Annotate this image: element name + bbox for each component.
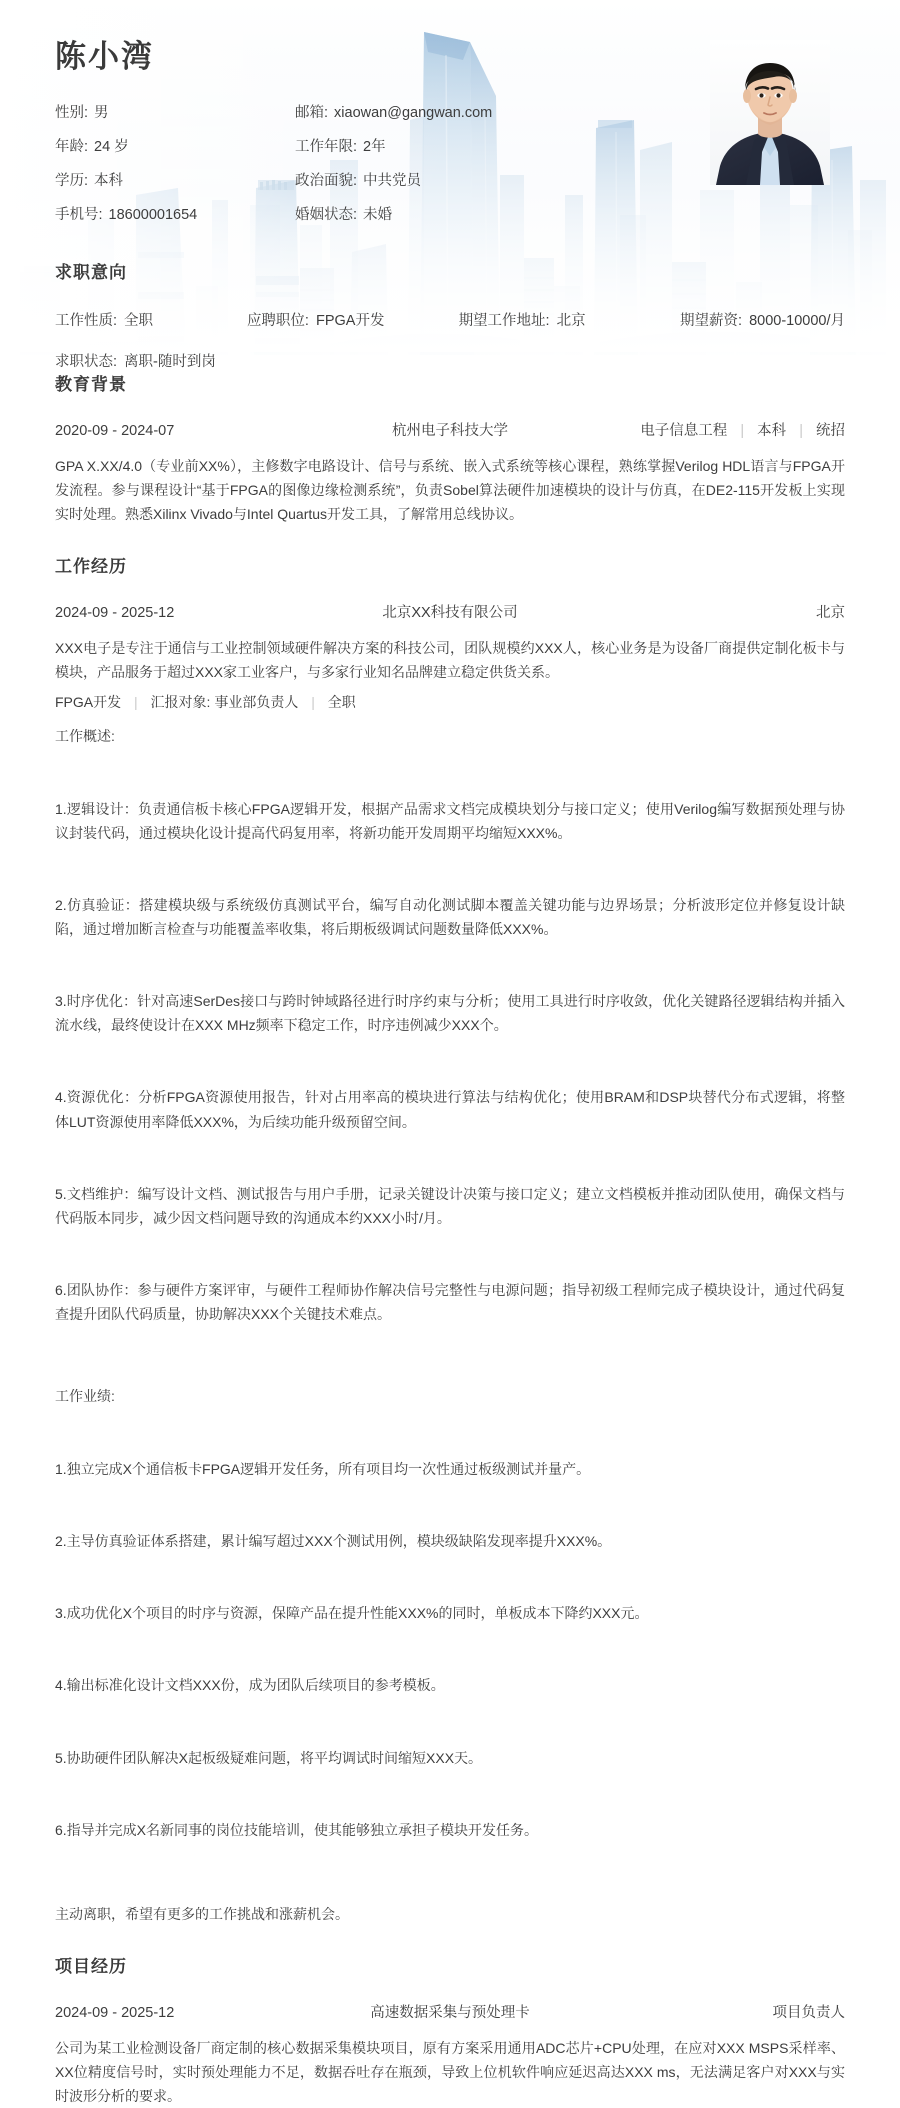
education-description: GPA X.XX/4.0（专业前XX%），主修数字电路设计、信号与系统、嵌入式系统等核心课程，熟练掌握Verilog HDL语言与FPGA开发流程。参与课程设计“基于FPGA的图像边缘检测系统”，负责Sobel算法硬件加速模块的设计与仿真，在DE2-115开发板上实现实时处理。熟悉Xilinx Vivado与Intel Quartus开发工具，了解常用总线协议。 bbox=[55, 458, 845, 523]
section-project-experience bbox=[55, 1952, 845, 2108]
separator-icon: | bbox=[134, 694, 138, 711]
work-overview-item: 4.资源优化：分析FPGA资源使用报告，针对占用率高的模块进行算法与结构优化；使用BRAM和DSP块替代分布式逻辑，将整体LUT资源使用率降低XXX%，为后续功能升级预留空间。 bbox=[55, 1089, 845, 1130]
education-entry-header bbox=[55, 419, 845, 440]
info-education-label: 学历: bbox=[55, 173, 89, 190]
work-overview-item: 2.仿真验证：搭建模块级与系统级仿真测试平台，编写自动化测试脚本覆盖关键功能与边界场景；分析波形定位并修复设计缺陷，通过增加断言检查与功能覆盖率收集，将后期板级调试问题数量降低XXX%。 bbox=[55, 896, 845, 937]
info-email-label: 邮箱: bbox=[295, 105, 329, 122]
info-marital-value: 未婚 bbox=[363, 207, 393, 224]
info-education-level bbox=[55, 169, 295, 190]
work-company: 北京XX科技有限公司 bbox=[382, 605, 518, 622]
work-achievement-item: 4.输出标准化设计文档XXX份，成为团队后续项目的参考模板。 bbox=[55, 1677, 445, 1694]
info-marital-label: 婚姻状态: bbox=[295, 207, 358, 224]
section-education bbox=[55, 370, 845, 526]
intent-status-label: 求职状态: bbox=[55, 354, 118, 371]
resume-body bbox=[0, 370, 900, 2108]
education-date: 2020-09 - 2024-07 bbox=[55, 423, 175, 439]
project-role: 项目负责人 bbox=[772, 2005, 845, 2022]
info-email-value: xiaowan@gangwan.com bbox=[334, 105, 493, 122]
info-marital-status bbox=[295, 203, 845, 224]
intent-status bbox=[55, 350, 250, 371]
job-intent-fields bbox=[55, 309, 845, 371]
info-experience-value: 2年 bbox=[363, 139, 386, 156]
section-title-education: 教育背景 bbox=[55, 375, 127, 394]
intent-position-value: FPGA开发 bbox=[315, 313, 385, 330]
work-leave-reason: 主动离职，希望有更多的工作挑战和涨薪机会。 bbox=[55, 1905, 349, 1922]
intent-status-value: 离职-随时到岗 bbox=[124, 354, 216, 371]
info-political-label: 政治面貌: bbox=[295, 173, 358, 190]
work-overview-item: 5.文档维护：编写设计文档、测试报告与用户手册，记录关键设计决策与接口定义；建立文档模板并推动团队使用，确保文档与代码版本同步，减少因文档问题导致的沟通成本约XXX小时/月。 bbox=[55, 1185, 845, 1226]
intent-job-nature-label: 工作性质: bbox=[55, 313, 118, 330]
work-location: 北京 bbox=[816, 605, 845, 622]
info-gender-label: 性别: bbox=[55, 105, 89, 122]
education-school: 杭州电子科技大学 bbox=[392, 423, 508, 439]
intent-location-value: 北京 bbox=[556, 313, 586, 330]
work-achievement-label: 工作业绩: bbox=[55, 1388, 115, 1405]
separator-icon: | bbox=[311, 694, 315, 711]
intent-position-label: 应聘职位: bbox=[246, 313, 309, 330]
education-degree: 本科 bbox=[757, 423, 787, 439]
info-gender-value: 男 bbox=[94, 105, 109, 122]
section-title-work: 工作经历 bbox=[55, 557, 127, 577]
work-date: 2024-09 - 2025-12 bbox=[55, 605, 175, 622]
intent-job-nature-value: 全职 bbox=[124, 313, 154, 330]
work-achievement-item: 3.成功优化X个项目的时序与资源，保障产品在提升性能XXX%的同时，单板成本下降约XXX元。 bbox=[55, 1605, 649, 1622]
info-experience-label: 工作年限: bbox=[295, 139, 358, 156]
separator-icon: | bbox=[799, 423, 803, 439]
work-overview-label: 工作概述: bbox=[55, 728, 115, 745]
project-description: 公司为某工业检测设备厂商定制的核心数据采集模块项目，原有方案采用通用ADC芯片+CPU处理，在应对XXX MSPS采样率、XX位精度信号时，实时预处理能力不足，数据吞吐存在瓶颈，导致上位机软件响应延迟高达XXX ms，无法满足客户对XXX与实时波形分析的要求。 bbox=[55, 2040, 845, 2105]
work-job-type: 全职 bbox=[327, 694, 356, 711]
work-entry-header bbox=[55, 601, 845, 622]
work-position: FPGA开发 bbox=[55, 694, 122, 711]
info-gender bbox=[55, 101, 295, 122]
page-title: 陈小湾 bbox=[55, 39, 154, 74]
intent-position bbox=[247, 309, 459, 330]
education-major: 电子信息工程 bbox=[640, 423, 728, 439]
job-intent-row-1 bbox=[55, 309, 845, 330]
section-title-project: 项目经历 bbox=[55, 1957, 127, 1977]
info-age bbox=[55, 135, 295, 156]
work-achievement-item: 5.协助硬件团队解决X起板级疑难问题，将平均调试时间缩短XXX天。 bbox=[55, 1749, 483, 1766]
profile-photo bbox=[710, 40, 830, 185]
work-report-to: 汇报对象: 事业部负责人 bbox=[150, 694, 299, 711]
info-age-value: 24 岁 bbox=[94, 139, 129, 156]
intent-location-label: 期望工作地址: bbox=[458, 313, 550, 330]
info-education-value: 本科 bbox=[94, 173, 124, 190]
section-title-job-intent: 求职意向 bbox=[55, 263, 127, 283]
work-company-intro: XXX电子是专注于通信与工业控制领域硬件解决方案的科技公司，团队规模约XXX人，核心业务是为设备厂商提供定制化板卡与模块，产品服务于超过XXX家工业客户，与多家行业知名品牌建立稳定供货关系。 bbox=[55, 640, 845, 681]
resume-header bbox=[0, 0, 900, 371]
intent-salary-value: 8000-10000/月 bbox=[749, 313, 845, 330]
work-achievement-list bbox=[55, 1408, 845, 1890]
intent-job-nature bbox=[55, 309, 247, 330]
separator-icon: | bbox=[740, 423, 745, 439]
work-achievement-item: 6.指导并完成X名新同事的岗位技能培训，使其能够独立承担子模块开发任务。 bbox=[55, 1821, 539, 1838]
section-work-experience bbox=[55, 552, 845, 1926]
work-achievement-item: 2.主导仿真验证体系搭建，累计编写超过XXX个测试用例，模块级缺陷发现率提升XXX%。 bbox=[55, 1532, 612, 1549]
info-age-label: 年龄: bbox=[55, 139, 89, 156]
intent-salary bbox=[680, 309, 845, 330]
work-overview-item: 6.团队协作：参与硬件方案评审，与硬件工程师协作解决信号完整性与电源问题；指导初级工程师完成子模块设计，通过代码复查提升团队代码质量，协助解决XXX个关键技术难点。 bbox=[55, 1282, 845, 1323]
work-overview-item: 3.时序优化：针对高速SerDes接口与跨时钟域路径进行时序约束与分析；使用工具进行时序收敛，优化关键路径逻辑结构并插入流水线，最终使设计在XXX MHz频率下稳定工作，时序违例减少XXX个。 bbox=[55, 993, 845, 1034]
work-overview-item: 1.逻辑设计：负责通信板卡核心FPGA逻辑开发，根据产品需求文档完成模块划分与接口定义；使用Verilog编写数据预处理与协议封装代码，通过模块化设计提高代码复用率，将新功能开发周期平均缩短XXX%。 bbox=[55, 800, 845, 841]
job-intent-row-2 bbox=[55, 350, 845, 371]
info-phone bbox=[55, 203, 295, 224]
project-name: 高速数据采集与预处理卡 bbox=[370, 2005, 530, 2022]
education-meta bbox=[545, 419, 845, 440]
project-date: 2024-09 - 2025-12 bbox=[55, 2005, 175, 2022]
work-achievement-item: 1.独立完成X个通信板卡FPGA逻辑开发任务，所有项目均一次性通过板级测试并量产。 bbox=[55, 1460, 591, 1477]
info-political-value: 中共党员 bbox=[363, 173, 422, 190]
work-role-meta bbox=[55, 692, 845, 712]
intent-location bbox=[459, 309, 680, 330]
info-phone-value: 18600001654 bbox=[108, 207, 198, 224]
info-phone-label: 手机号: bbox=[55, 207, 103, 224]
work-overview-list bbox=[55, 748, 845, 1374]
education-admission-type: 统招 bbox=[816, 423, 845, 439]
intent-salary-label: 期望薪资: bbox=[680, 313, 743, 330]
project-entry-header bbox=[55, 2001, 845, 2022]
